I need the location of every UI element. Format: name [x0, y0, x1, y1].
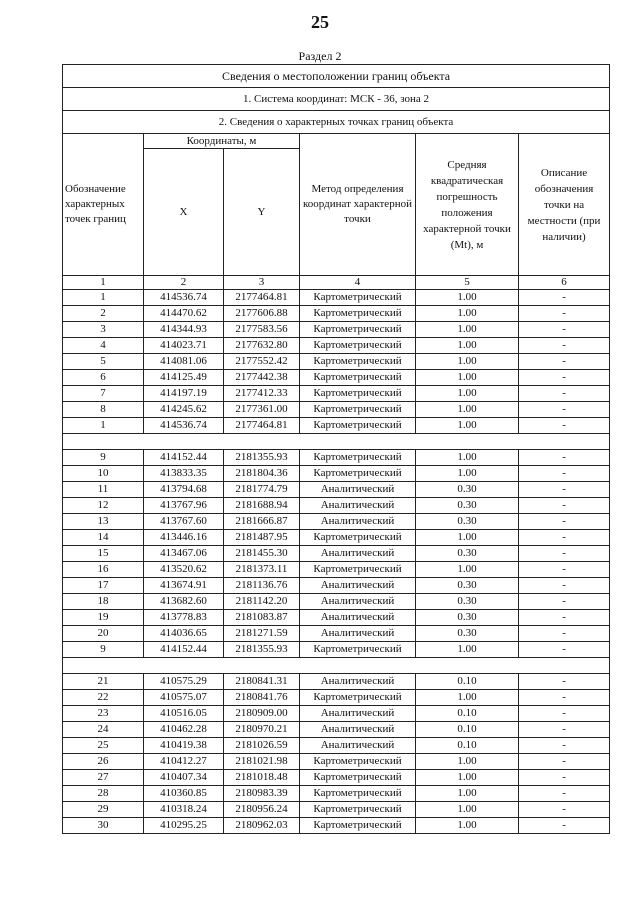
description-cell: - — [519, 370, 610, 386]
x-coord-cell: 410407.34 — [144, 770, 224, 786]
table-title-row — [63, 65, 610, 88]
x-coord-cell: 414023.71 — [144, 338, 224, 354]
section-label: Раздел 2 — [298, 49, 342, 63]
point-number-cell: 26 — [63, 754, 144, 770]
point-number-cell: 9 — [63, 450, 144, 466]
point-number-cell: 7 — [63, 386, 144, 402]
table-row — [63, 418, 610, 434]
point-number-cell: 30 — [63, 818, 144, 834]
y-coord-cell: 2177583.56 — [224, 322, 300, 338]
description-cell: - — [519, 610, 610, 626]
description-cell: - — [519, 402, 610, 418]
error-cell: 1.00 — [416, 306, 519, 322]
point-number-cell: 9 — [63, 642, 144, 658]
method-cell: Картометрический — [300, 690, 416, 706]
point-number-cell: 5 — [63, 354, 144, 370]
error-cell: 1.00 — [416, 786, 519, 802]
table-row — [63, 594, 610, 610]
point-number-cell: 4 — [63, 338, 144, 354]
column-number: 2 — [144, 276, 224, 290]
description-cell: - — [519, 722, 610, 738]
table-row — [63, 306, 610, 322]
table-row — [63, 706, 610, 722]
error-cell: 1.00 — [416, 466, 519, 482]
contour-separator — [63, 434, 610, 450]
table-row — [63, 386, 610, 402]
method-cell: Картометрический — [300, 306, 416, 322]
x-coord-cell: 414152.44 — [144, 450, 224, 466]
method-cell: Аналитический — [300, 578, 416, 594]
description-cell: - — [519, 802, 610, 818]
point-number-cell: 29 — [63, 802, 144, 818]
method-cell: Картометрический — [300, 562, 416, 578]
method-cell: Аналитический — [300, 482, 416, 498]
column-number-row — [63, 276, 610, 290]
x-coord-cell: 414245.62 — [144, 402, 224, 418]
description-cell: - — [519, 754, 610, 770]
y-coord-cell: 2181688.94 — [224, 498, 300, 514]
point-number-cell: 19 — [63, 610, 144, 626]
description-cell: - — [519, 674, 610, 690]
table-row — [63, 642, 610, 658]
contour-separator-row — [63, 658, 610, 674]
point-number-cell: 21 — [63, 674, 144, 690]
error-cell: 1.00 — [416, 818, 519, 834]
method-header: Метод определения координат характерной точки — [300, 134, 416, 276]
y-coord-cell: 2181355.93 — [224, 450, 300, 466]
y-coord-cell: 2181355.93 — [224, 642, 300, 658]
method-cell: Аналитический — [300, 594, 416, 610]
column-number: 1 — [63, 276, 144, 290]
point-number-cell: 24 — [63, 722, 144, 738]
x-coord-cell: 414081.06 — [144, 354, 224, 370]
table-row — [63, 370, 610, 386]
y-coord-cell: 2181026.59 — [224, 738, 300, 754]
point-number-cell: 2 — [63, 306, 144, 322]
description-cell: - — [519, 290, 610, 306]
y-coord-cell: 2180983.39 — [224, 786, 300, 802]
error-cell: 0.30 — [416, 578, 519, 594]
description-cell: - — [519, 690, 610, 706]
x-coord-cell: 414036.65 — [144, 626, 224, 642]
description-cell: - — [519, 770, 610, 786]
description-cell: - — [519, 642, 610, 658]
table-row — [63, 786, 610, 802]
method-cell: Картометрический — [300, 290, 416, 306]
point-number-cell: 25 — [63, 738, 144, 754]
y-coord-cell: 2181804.36 — [224, 466, 300, 482]
x-coord-cell: 410575.29 — [144, 674, 224, 690]
coord-system-label: 1. Система координат: МСК - 36, зона 2 — [63, 88, 610, 111]
description-cell: - — [519, 354, 610, 370]
method-cell: Картометрический — [300, 338, 416, 354]
y-coord-cell: 2177632.80 — [224, 338, 300, 354]
y-coord-cell: 2181373.11 — [224, 562, 300, 578]
point-number-cell: 6 — [63, 370, 144, 386]
x-coord-cell: 414152.44 — [144, 642, 224, 658]
error-cell: 0.30 — [416, 594, 519, 610]
x-coord-cell: 413767.60 — [144, 514, 224, 530]
x-coord-cell: 414536.74 — [144, 418, 224, 434]
error-cell: 1.00 — [416, 290, 519, 306]
point-number-cell: 28 — [63, 786, 144, 802]
method-cell: Картометрический — [300, 770, 416, 786]
error-cell: 0.30 — [416, 610, 519, 626]
contour-separator-row — [63, 434, 610, 450]
table-row — [63, 354, 610, 370]
y-coord-cell: 2181666.87 — [224, 514, 300, 530]
table-row — [63, 626, 610, 642]
table-row — [63, 482, 610, 498]
method-cell: Аналитический — [300, 498, 416, 514]
point-number-cell: 20 — [63, 626, 144, 642]
point-number-cell: 27 — [63, 770, 144, 786]
error-cell: 1.00 — [416, 338, 519, 354]
y-coord-cell: 2177464.81 — [224, 290, 300, 306]
method-cell: Аналитический — [300, 546, 416, 562]
error-cell: 1.00 — [416, 754, 519, 770]
boundary-points-table — [62, 64, 610, 834]
method-cell: Картометрический — [300, 642, 416, 658]
description-cell: - — [519, 594, 610, 610]
method-cell: Картометрический — [300, 418, 416, 434]
x-coord-cell: 410575.07 — [144, 690, 224, 706]
table-row — [63, 562, 610, 578]
method-cell: Картометрический — [300, 322, 416, 338]
point-number-cell: 8 — [63, 402, 144, 418]
table-row — [63, 498, 610, 514]
y-coord-cell: 2181774.79 — [224, 482, 300, 498]
table-row — [63, 722, 610, 738]
description-cell: - — [519, 786, 610, 802]
y-coord-cell: 2181271.59 — [224, 626, 300, 642]
contour-separator — [63, 658, 610, 674]
table-row — [63, 402, 610, 418]
table-row — [63, 770, 610, 786]
table-row — [63, 754, 610, 770]
table-row — [63, 514, 610, 530]
point-number-cell: 1 — [63, 418, 144, 434]
point-number-cell: 11 — [63, 482, 144, 498]
description-cell: - — [519, 738, 610, 754]
method-cell: Картометрический — [300, 786, 416, 802]
column-number: 5 — [416, 276, 519, 290]
table-row — [63, 690, 610, 706]
method-cell: Аналитический — [300, 610, 416, 626]
y-coord-cell: 2180956.24 — [224, 802, 300, 818]
y-coord-cell: 2180841.76 — [224, 690, 300, 706]
description-cell: - — [519, 626, 610, 642]
error-cell: 0.10 — [416, 722, 519, 738]
method-cell: Аналитический — [300, 674, 416, 690]
table-row — [63, 450, 610, 466]
coord-system-row — [63, 88, 610, 111]
x-coord-cell: 410412.27 — [144, 754, 224, 770]
y-coord-cell: 2181142.20 — [224, 594, 300, 610]
description-cell: - — [519, 578, 610, 594]
point-number-cell: 10 — [63, 466, 144, 482]
table-row — [63, 674, 610, 690]
y-coord-cell: 2180970.21 — [224, 722, 300, 738]
table-row — [63, 338, 610, 354]
y-coord-cell: 2177464.81 — [224, 418, 300, 434]
description-cell: - — [519, 450, 610, 466]
y-coord-cell: 2181455.30 — [224, 546, 300, 562]
error-cell: 1.00 — [416, 690, 519, 706]
x-coord-cell: 413767.96 — [144, 498, 224, 514]
point-number-cell: 17 — [63, 578, 144, 594]
table-row — [63, 322, 610, 338]
description-cell: - — [519, 818, 610, 834]
error-cell: 0.30 — [416, 626, 519, 642]
table-title: Сведения о местоположении границ объекта — [63, 65, 610, 88]
error-cell: 0.30 — [416, 514, 519, 530]
y-coord-cell: 2181018.48 — [224, 770, 300, 786]
point-number-cell: 22 — [63, 690, 144, 706]
error-cell: 1.00 — [416, 562, 519, 578]
table-row — [63, 610, 610, 626]
method-cell: Картометрический — [300, 386, 416, 402]
error-cell: 0.10 — [416, 738, 519, 754]
method-cell: Картометрический — [300, 402, 416, 418]
description-cell: - — [519, 706, 610, 722]
y-coord-cell: 2177412.33 — [224, 386, 300, 402]
error-cell: 1.00 — [416, 322, 519, 338]
point-number-cell: 1 — [63, 290, 144, 306]
point-number-cell: 14 — [63, 530, 144, 546]
error-cell: 1.00 — [416, 370, 519, 386]
error-cell: 0.10 — [416, 706, 519, 722]
point-number-cell: 15 — [63, 546, 144, 562]
error-cell: 1.00 — [416, 802, 519, 818]
header-row-1 — [63, 134, 610, 149]
error-cell: 1.00 — [416, 530, 519, 546]
error-cell: 0.30 — [416, 498, 519, 514]
y-coord-cell: 2180841.31 — [224, 674, 300, 690]
point-number-cell: 13 — [63, 514, 144, 530]
table-row — [63, 738, 610, 754]
x-coord-cell: 410516.05 — [144, 706, 224, 722]
x-coord-cell: 413794.68 — [144, 482, 224, 498]
x-coord-cell: 413446.16 — [144, 530, 224, 546]
y-header: Y — [224, 149, 300, 276]
point-number-cell: 23 — [63, 706, 144, 722]
method-cell: Аналитический — [300, 722, 416, 738]
error-cell: 0.30 — [416, 546, 519, 562]
description-cell: - — [519, 338, 610, 354]
x-coord-cell: 410295.25 — [144, 818, 224, 834]
method-cell: Аналитический — [300, 514, 416, 530]
method-cell: Картометрический — [300, 802, 416, 818]
method-cell: Аналитический — [300, 626, 416, 642]
column-number: 4 — [300, 276, 416, 290]
table-row — [63, 546, 610, 562]
method-cell: Аналитический — [300, 706, 416, 722]
x-coord-cell: 410419.38 — [144, 738, 224, 754]
description-cell: - — [519, 562, 610, 578]
point-number-cell: 18 — [63, 594, 144, 610]
point-number-cell: 12 — [63, 498, 144, 514]
x-coord-cell: 414470.62 — [144, 306, 224, 322]
description-cell: - — [519, 530, 610, 546]
y-coord-cell: 2181487.95 — [224, 530, 300, 546]
table-row — [63, 530, 610, 546]
description-cell: - — [519, 306, 610, 322]
method-cell: Картометрический — [300, 754, 416, 770]
y-coord-cell: 2177442.38 — [224, 370, 300, 386]
table-row — [63, 802, 610, 818]
table-row — [63, 466, 610, 482]
points-heading-label: 2. Сведения о характерных точках границ объекта — [63, 111, 610, 134]
x-header: X — [144, 149, 224, 276]
point-label-header: Обозначение характерных точек границ — [63, 134, 144, 276]
method-cell: Аналитический — [300, 738, 416, 754]
x-coord-cell: 413778.83 — [144, 610, 224, 626]
description-cell: - — [519, 466, 610, 482]
description-cell: - — [519, 322, 610, 338]
x-coord-cell: 410462.28 — [144, 722, 224, 738]
method-cell: Картометрический — [300, 354, 416, 370]
y-coord-cell: 2180962.03 — [224, 818, 300, 834]
error-cell: 1.00 — [416, 450, 519, 466]
method-cell: Картометрический — [300, 370, 416, 386]
method-cell: Картометрический — [300, 818, 416, 834]
column-number: 3 — [224, 276, 300, 290]
error-cell: 0.10 — [416, 674, 519, 690]
table-row — [63, 290, 610, 306]
table-row — [63, 818, 610, 834]
y-coord-cell: 2177606.88 — [224, 306, 300, 322]
description-cell: - — [519, 546, 610, 562]
point-number-cell: 16 — [63, 562, 144, 578]
error-cell: 1.00 — [416, 642, 519, 658]
x-coord-cell: 413467.06 — [144, 546, 224, 562]
x-coord-cell: 413682.60 — [144, 594, 224, 610]
description-cell: - — [519, 498, 610, 514]
x-coord-cell: 414125.49 — [144, 370, 224, 386]
description-cell: - — [519, 482, 610, 498]
x-coord-cell: 414536.74 — [144, 290, 224, 306]
y-coord-cell: 2180909.00 — [224, 706, 300, 722]
error-cell: 1.00 — [416, 770, 519, 786]
description-header: Описание обозначения точки на местности (при наличии) — [519, 134, 610, 276]
column-number: 6 — [519, 276, 610, 290]
description-cell: - — [519, 418, 610, 434]
x-coord-cell: 410360.85 — [144, 786, 224, 802]
description-cell: - — [519, 386, 610, 402]
x-coord-cell: 413833.35 — [144, 466, 224, 482]
x-coord-cell: 413674.91 — [144, 578, 224, 594]
y-coord-cell: 2181021.98 — [224, 754, 300, 770]
x-coord-cell: 414344.93 — [144, 322, 224, 338]
method-cell: Картометрический — [300, 466, 416, 482]
error-header: Средняя квадратическая погрешность положения характерной точки (Mt), м — [416, 134, 519, 276]
x-coord-cell: 410318.24 — [144, 802, 224, 818]
error-cell: 1.00 — [416, 402, 519, 418]
y-coord-cell: 2177361.00 — [224, 402, 300, 418]
y-coord-cell: 2181083.87 — [224, 610, 300, 626]
error-cell: 1.00 — [416, 386, 519, 402]
coords-header: Координаты, м — [144, 134, 300, 149]
error-cell: 1.00 — [416, 354, 519, 370]
x-coord-cell: 413520.62 — [144, 562, 224, 578]
table-row — [63, 578, 610, 594]
point-number-cell: 3 — [63, 322, 144, 338]
points-heading-row — [63, 111, 610, 134]
x-coord-cell: 414197.19 — [144, 386, 224, 402]
error-cell: 0.30 — [416, 482, 519, 498]
error-cell: 1.00 — [416, 418, 519, 434]
page-number: 25 — [311, 12, 329, 32]
method-cell: Картометрический — [300, 450, 416, 466]
description-cell: - — [519, 514, 610, 530]
method-cell: Картометрический — [300, 530, 416, 546]
y-coord-cell: 2177552.42 — [224, 354, 300, 370]
y-coord-cell: 2181136.76 — [224, 578, 300, 594]
